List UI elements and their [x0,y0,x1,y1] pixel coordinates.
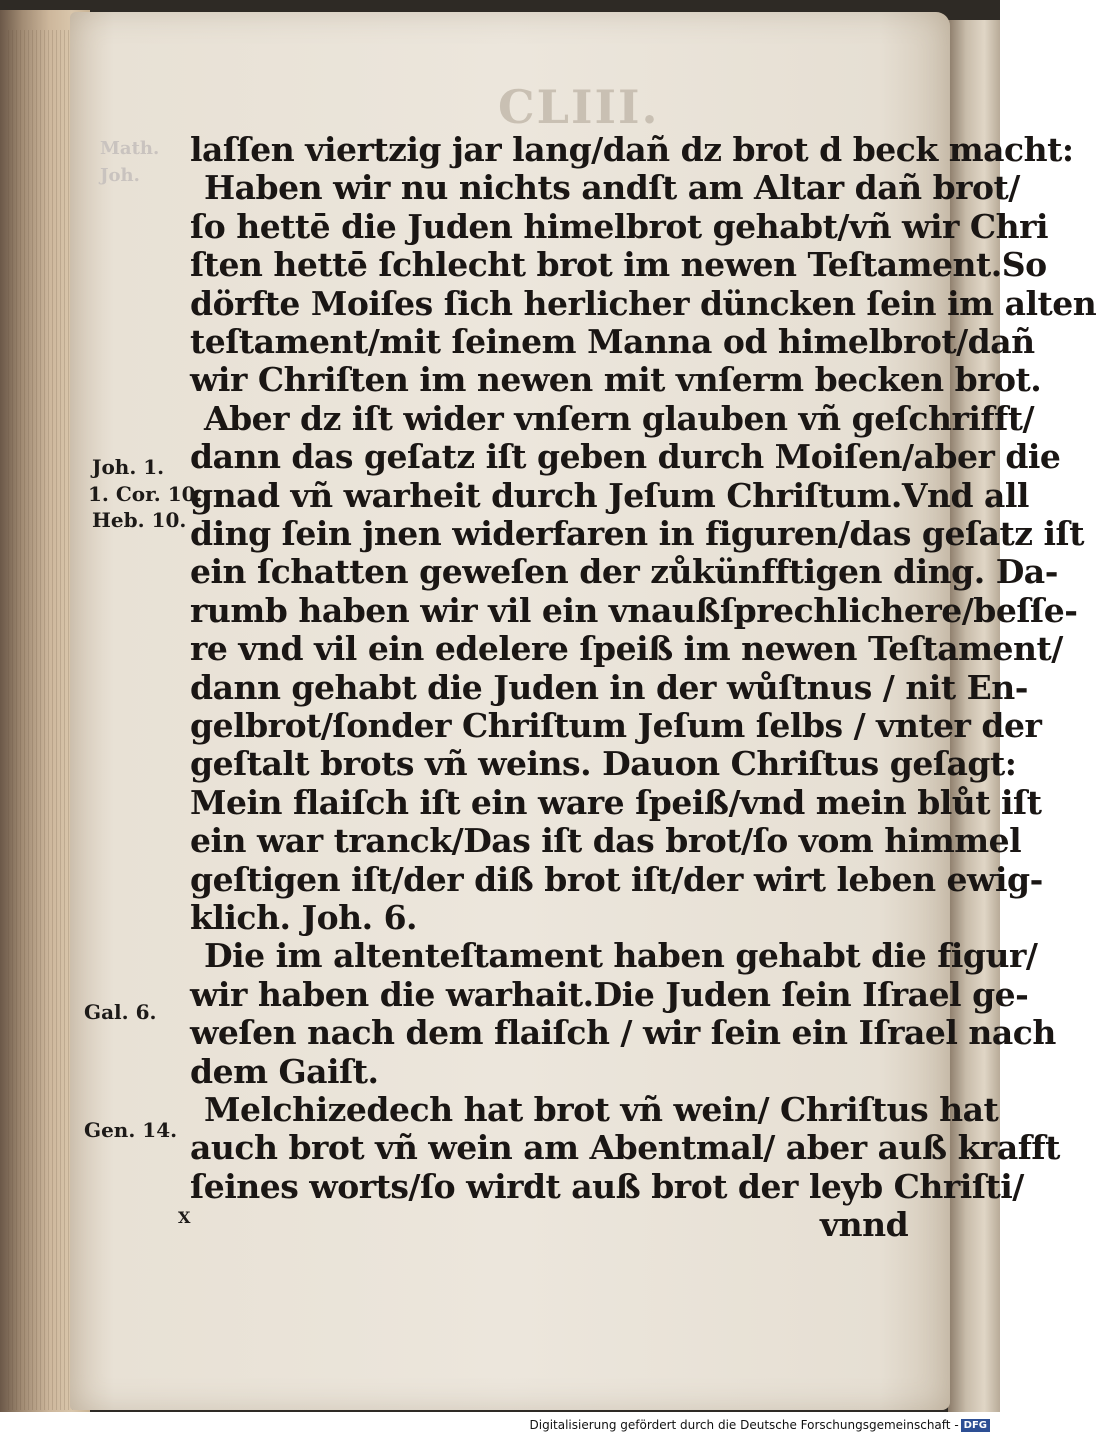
text-line: dörfte Moiſes ſich herlicher düncken ſein im alten [190,283,1096,323]
text-line: teſtament/mit ſeinem Manna od himelbrot/dañ [190,322,1035,361]
text-line: ſten hettē ſchlecht brot im newen Teſtament.So [190,245,1047,285]
text-line: gnad vñ warheit durch Jeſum Chriſtum.Vnd all [190,475,1029,515]
margin-note-gen: Gen. 14. [84,1118,178,1142]
margin-note-heb: Heb. 10. [92,508,187,532]
text-line: weſen nach dem flaiſch / wir ſein ein Iſrael nach [190,1013,1056,1053]
text-line: ding ſein jnen widerfaren in figuren/das geſatz iſt [190,514,1084,553]
text-line: rumb haben wir vil ein vnaußſprechlichere/beſſe- [190,590,1078,630]
text-line: laſſen viertzig jar lang/dañ dz brot d beck macht: [190,130,1074,169]
text-line: Die im altenteſtament haben gehabt die figur/ [204,936,1038,976]
text-line: gelbrot/ſonder Chriſtum Jeſum ſelbs / vnter der [190,706,1042,745]
text-line: Aber dz iſt wider vnſern glauben vñ geſchrifft/ [204,398,1035,438]
footer-text: Digitalisierung gefördert durch die Deutsche Forschungsgemeinschaft - [529,1418,959,1432]
footer-credit [530,1418,991,1432]
text-line: ein ſchatten geweſen der zůkünfftigen ding. Da- [190,552,1058,592]
text-line: Haben wir nu nichts andſt am Altar dañ brot/ [204,168,1020,208]
text-line: Melchizedech hat brot vñ wein/ Chriſtus hat [204,1090,999,1129]
page-header-number: CLIII. [498,80,660,134]
text-line: geſtigen iſt/der diß brot iſt/der wirt leben ewig- [190,859,1043,899]
text-line: ſo hettē die Juden himelbrot gehabt/vñ wir Chri [190,206,1049,246]
dfg-logo: DFG [961,1419,990,1432]
margin-note-gal: Gal. 6. [84,1000,157,1024]
text-line: ſeines worts/ſo wirdt auß brot der leyb Chriſti/ [190,1166,1024,1206]
text-line: auch brot vñ wein am Abentmal/ aber auß krafft [190,1128,1060,1168]
text-line: wir Chriſten im newen mit vnſerm becken brot. [190,360,1042,400]
margin-note-cor: 1. Cor. 10. [88,482,203,506]
text-line: vnnd [820,1205,909,1245]
faded-margin-note: Joh. [100,165,140,186]
text-line: Mein flaiſch iſt ein ware ſpeiß/vnd mein blůt iſt [190,782,1042,822]
signature-mark: X [178,1208,191,1227]
text-line: klich. Joh. 6. [190,898,418,937]
text-line: geſtalt brots vñ weins. Dauon Chriſtus geſagt: [190,744,1017,784]
text-line: wir haben die warhait.Die Juden ſein Iſrael ge- [190,974,1029,1014]
faded-margin-note: Math. [100,138,160,159]
text-line: ein war tranck/Das iſt das brot/ſo vom himmel [190,821,1022,861]
text-line: re vnd vil ein edelere ſpeiß im newen Teſtament/ [190,629,1063,669]
margin-note-joh: Joh. 1. [92,455,165,479]
text-line: dann gehabt die Juden in der wůſtnus / nit En- [190,667,1028,707]
text-line: dem Gaiſt. [190,1051,379,1091]
text-line: dann das geſatz iſt geben durch Moiſen/aber die [190,437,1061,477]
